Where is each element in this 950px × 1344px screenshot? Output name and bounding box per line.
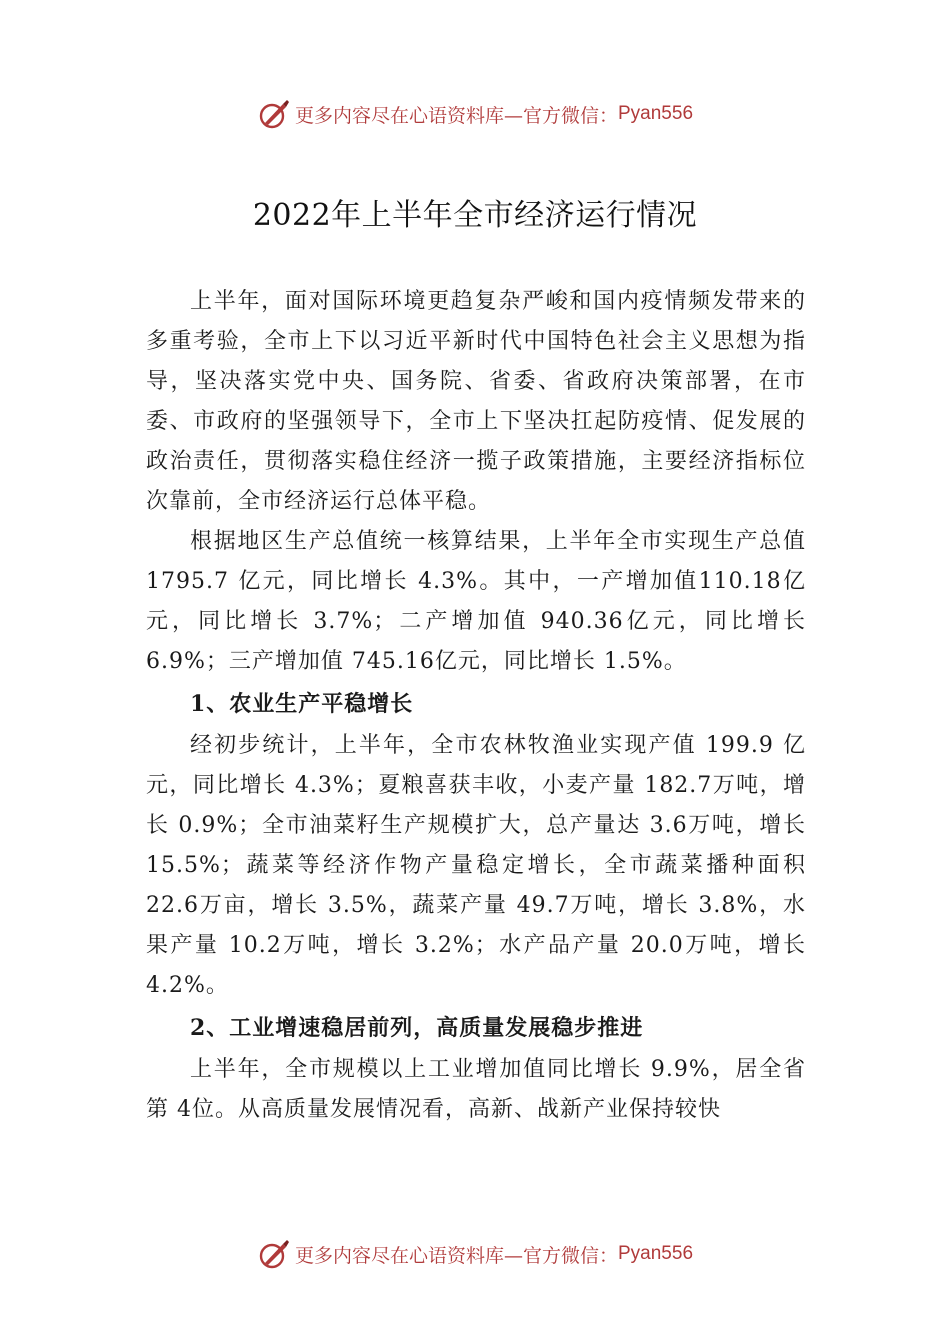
watermark-text: 更多内容尽在心语资料库—官方微信： [294, 1244, 618, 1267]
paragraph-industry: 上半年，全市规模以上工业增加值同比增长 9.9%，居全省第 4位。从高质量发展情况看，高新、战新产业保持较快 [146, 1057, 806, 1122]
section-heading-agriculture: 1、农业生产平稳增长 [190, 691, 414, 717]
page-title: 2022年上半年全市经济运行情况 [252, 198, 698, 233]
pen-in-circle-icon [257, 97, 291, 131]
watermark-footer [0, 1234, 950, 1274]
paragraph-agriculture: 经初步统计，上半年，全市农林牧渔业实现产值 199.9 亿元，同比增长 4.3%；夏粮喜获丰收，小麦产量 182.7万吨，增长 0.9%；全市油菜籽生产规模扩大，总产量达 3.6万吨，增长 15.5%；蔬菜等经济作物产量稳定增长，全市蔬菜播种面积 22.6万亩，增长 3.5%，蔬菜产量 49.7万吨，增长 3.8%，水果产量 10.2万吨，增长 3.2%；水产品产量 20.0万吨，增长 4.2%。 [146, 733, 806, 998]
paragraph-intro: 上半年，面对国际环境更趋复杂严峻和国内疫情频发带来的多重考验，全市上下以习近平新时代中国特色社会主义思想为指导，坚决落实党中央、国务院、省委、省政府决策部署，在市委、市政府的坚强领导下，全市上下坚决扛起防疫情、促发展的政治责任，贯彻落实稳住经济一揽子政策措施，主要经济指标位次靠前，全市经济运行总体平稳。 [146, 289, 806, 514]
section-heading-industry: 2、工业增速稳居前列，高质量发展稳步推进 [190, 1015, 644, 1041]
paragraph-gdp: 根据地区生产总值统一核算结果，上半年全市实现生产总值 1795.7 亿元，同比增长 4.3%。其中，一产增加值110.18亿元，同比增长 3.7%；二产增加值 940.36亿元，同比增长6.9%；三产增加值 745.16亿元，同比增长 1.5%。 [146, 529, 806, 674]
watermark-text: 更多内容尽在心语资料库—官方微信： [294, 104, 618, 127]
wechat-id: Pyan556 [618, 1243, 694, 1264]
watermark-header [0, 94, 950, 134]
document-body [146, 282, 806, 1130]
pen-in-circle-icon [257, 1237, 291, 1271]
wechat-id: Pyan556 [618, 103, 694, 124]
